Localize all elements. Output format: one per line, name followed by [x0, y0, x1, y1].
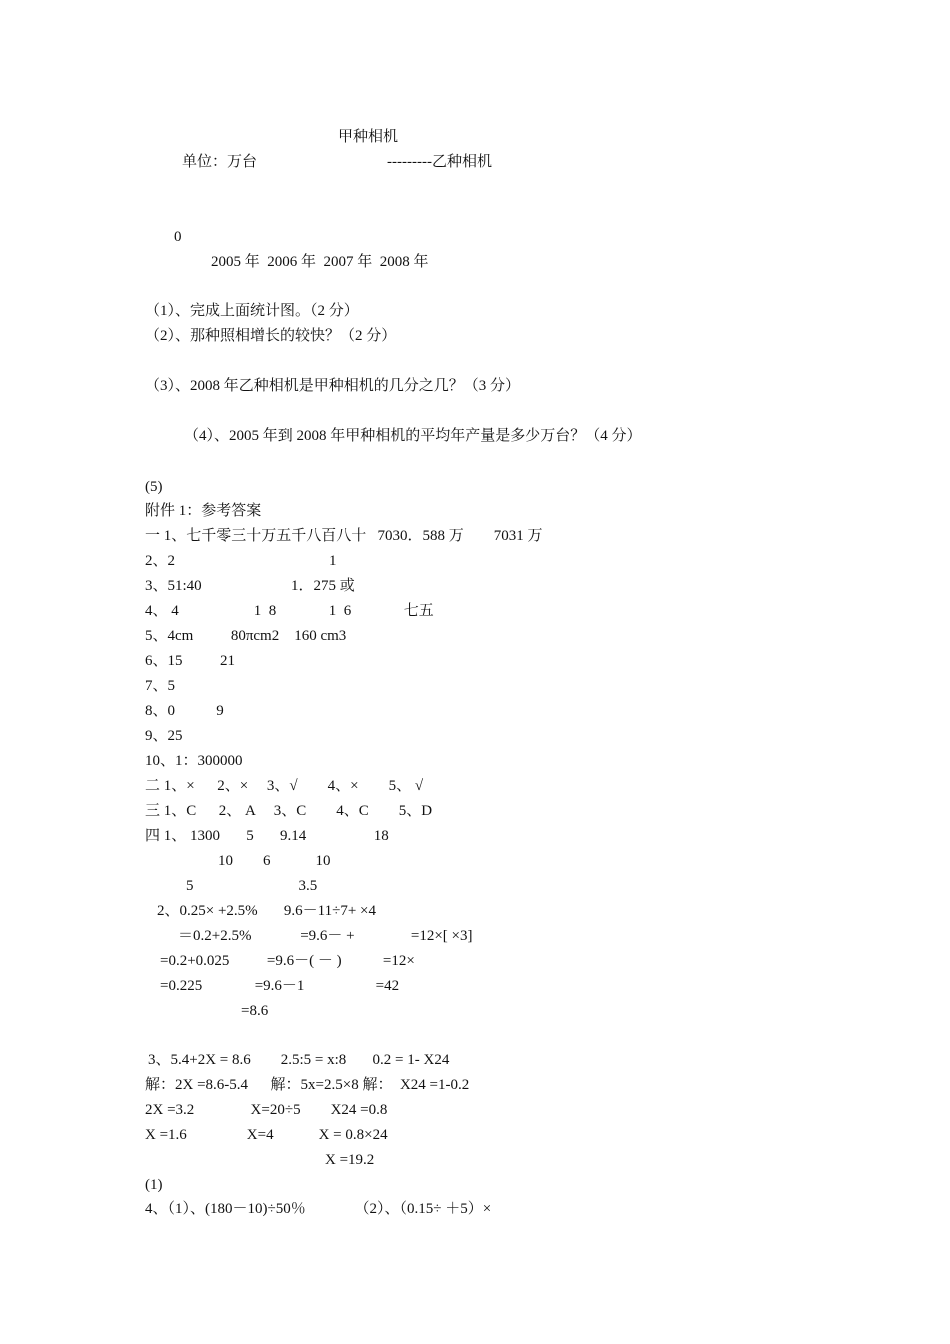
answer-line: (1) — [145, 1177, 163, 1193]
answer-line: =8.6 — [241, 1003, 269, 1019]
answer-line: 9、25 — [145, 728, 183, 744]
answer-line: 解：2X =8.6-5.4 解：5x=2.5×8 解： X24 =1-0.2 — [145, 1077, 470, 1093]
answer-line: =0.225 =9.6－1 =42 — [160, 978, 400, 994]
answer-line: =0.2+0.025 =9.6－( － ) =12× — [160, 953, 415, 969]
answer-line: 一 1、七千零三十万五千八百八十 7030．588 万 7031 万 — [145, 528, 543, 544]
answer-line: X =19.2 — [325, 1152, 375, 1168]
answer-line: 5 3.5 — [186, 878, 318, 894]
answer-line: 1．275 或 — [291, 578, 355, 594]
answer-line: 3、5.4+2X = 8.6 2.5:5 = x:8 0.2 = 1- X24 — [148, 1052, 450, 1068]
answer-line: ＝0.2+2.5% =9.6－ + =12×[ ×3] — [178, 928, 473, 944]
answer-line: 二 1、× 2、× 3、√ 4、× 5、 √ — [145, 778, 424, 794]
answer-line: 4、（1）、(180－10)÷50％ （2）、（0.15÷ ＋5）× — [145, 1201, 492, 1217]
axis-zero: 0 — [174, 229, 182, 245]
answer-line: 6、15 21 — [145, 653, 236, 669]
answer-line: 10、1：300000 — [145, 753, 243, 769]
question-1: （1）、完成上面统计图。（2 分） — [145, 303, 359, 319]
answer-line: 三 1、C 2、 A 3、C 4、C 5、D — [145, 803, 433, 819]
answer-line: 1 — [329, 553, 337, 569]
answer-line: 2X =3.2 X=20÷5 X24 =0.8 — [145, 1102, 388, 1118]
answer-line: 4、 4 1 8 1 6 七五 — [145, 603, 434, 619]
answer-line: 10 6 10 — [218, 853, 331, 869]
answer-line: 7、5 — [145, 678, 176, 694]
answer-line: 2、2 — [145, 553, 176, 569]
question-4: （4）、2005 年到 2008 年甲种相机的平均年产量是多少万台？（4 分） — [184, 428, 642, 444]
unit-label: 单位：万台 — [182, 154, 258, 170]
answer-line: 2、0.25× +2.5% 9.6－11÷7+ ×4 — [157, 903, 377, 919]
question-3: （3）、2008 年乙种相机是甲种相机的几分之几？（3 分） — [145, 378, 521, 394]
legend-camera-b: ---------乙种相机 — [387, 154, 492, 170]
answer-line: X =1.6 X=4 X = 0.8×24 — [145, 1127, 388, 1143]
answer-line: 8、0 9 — [145, 703, 224, 719]
answer-line: 3、51:40 — [145, 578, 202, 594]
answer-heading: 附件 1：参考答案 — [145, 503, 262, 519]
chart-title-camera-a: 甲种相机 — [338, 129, 399, 145]
answer-line: 5、4cm 80πcm2 160 cm3 — [145, 628, 347, 644]
answer-line: 四 1、 1300 5 9.14 18 — [145, 828, 389, 844]
axis-years: 2005 年 2006 年 2007 年 2008 年 — [211, 254, 429, 270]
question-5: (5) — [145, 479, 163, 495]
question-2: （2）、那种照相增长的较快？（2 分） — [145, 328, 397, 344]
